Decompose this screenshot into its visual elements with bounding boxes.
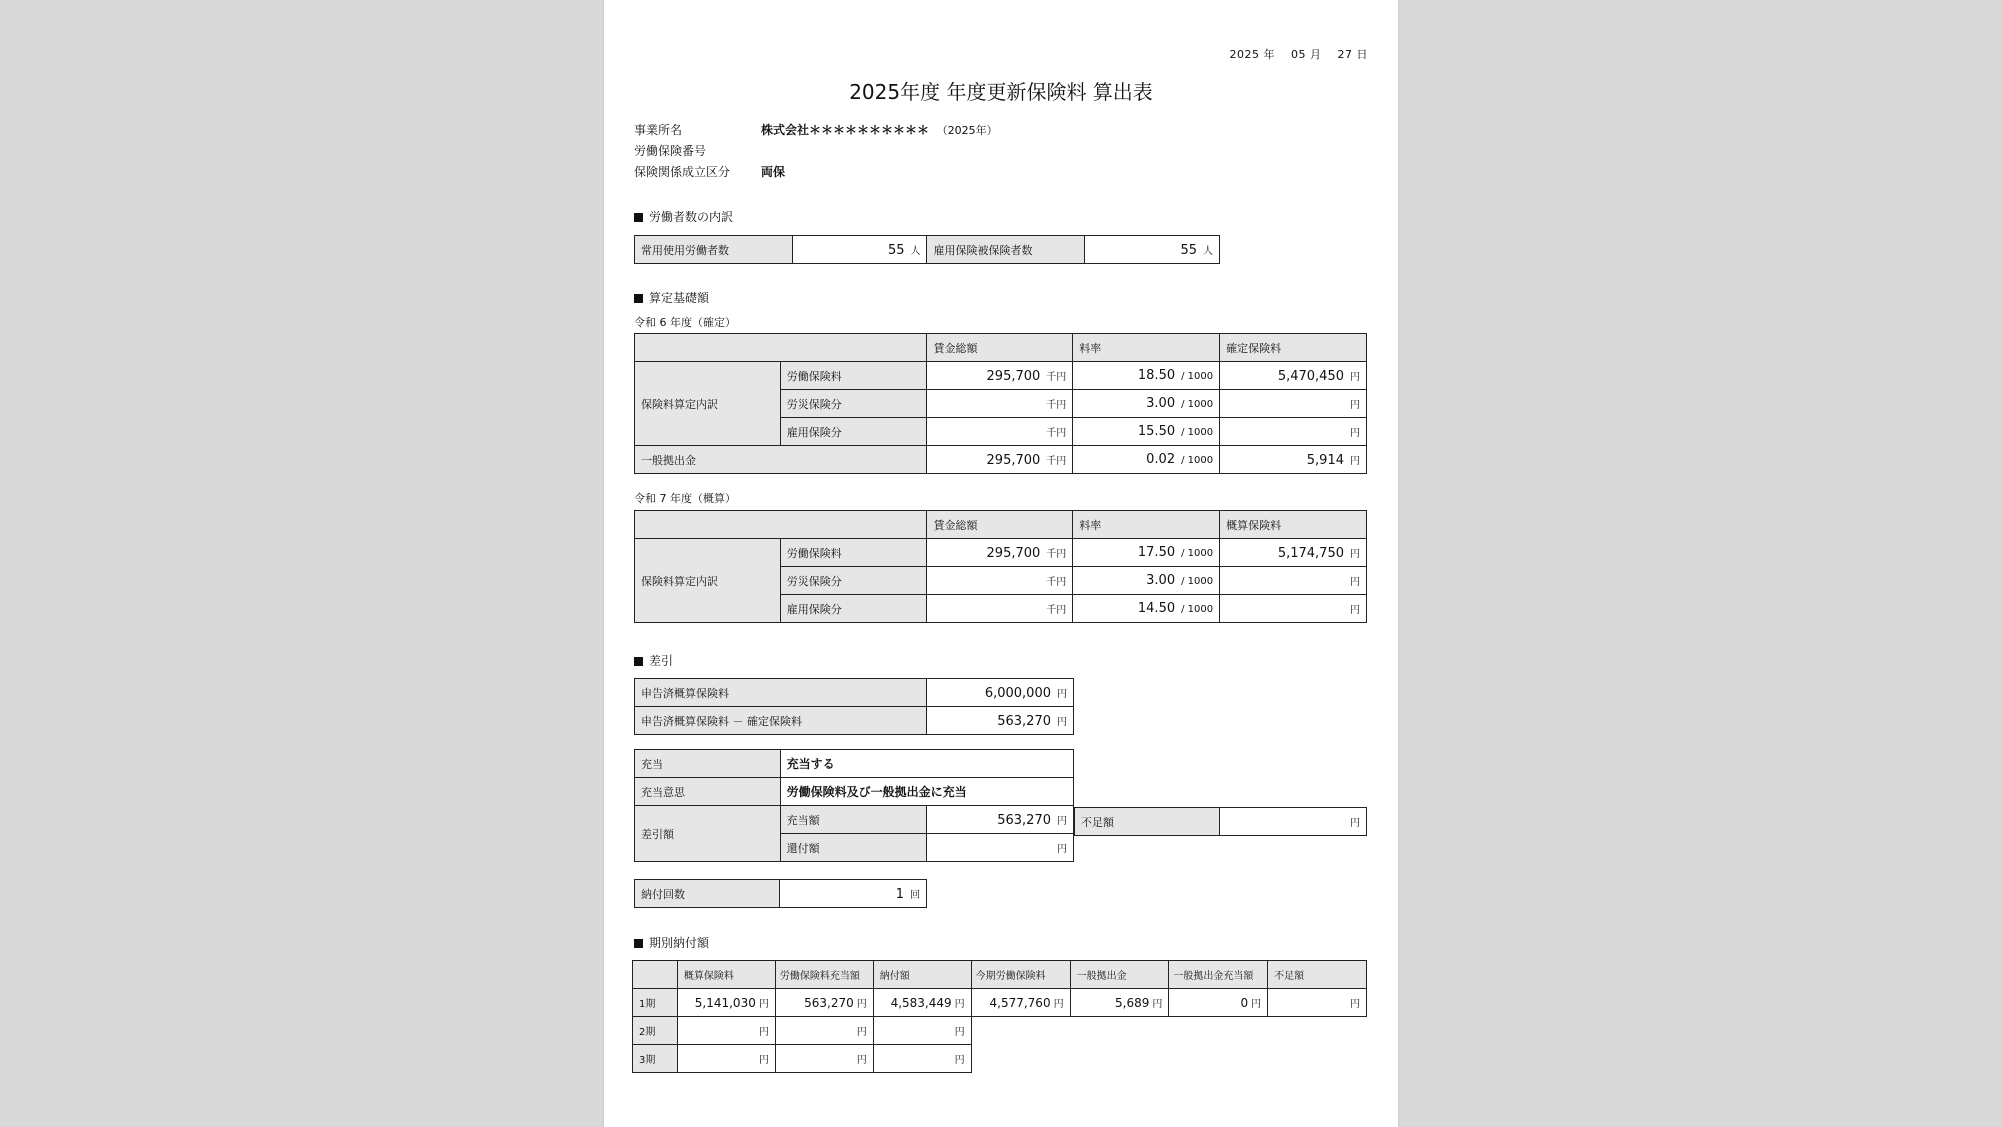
- table-cell: [1220, 446, 1367, 474]
- unit-label: 円: [954, 1026, 965, 1038]
- section-periods: [634, 934, 709, 951]
- table-row: [633, 1045, 1367, 1073]
- table-cell: [775, 989, 873, 1017]
- insurance-number-row: [634, 142, 761, 159]
- table-cell: 充当意思: [635, 778, 781, 806]
- r6-table: [634, 333, 1367, 474]
- regular-workers-label: 常用使用労働者数: [635, 236, 793, 264]
- section-workers: [634, 208, 733, 225]
- page-title: 2025年度 年度更新保険料 算出表: [849, 80, 1153, 104]
- table-cell: 料率: [1073, 511, 1220, 539]
- table-cell: [927, 418, 1073, 446]
- table-cell: [633, 961, 678, 989]
- unit-label: 円: [1350, 455, 1360, 467]
- office-name-value: 株式会社＊＊＊＊＊＊＊＊＊＊: [761, 123, 930, 137]
- unit-label: 円: [1350, 817, 1360, 829]
- unit-label: / 1000: [1181, 604, 1214, 615]
- table-cell: [1220, 595, 1367, 623]
- declared-premium-value: 6,000,000: [984, 685, 1051, 701]
- balance-label: 差引額: [635, 806, 781, 862]
- unit-label: 円: [1057, 815, 1067, 827]
- regular-workers-value: 55: [887, 242, 905, 258]
- unit-label: 円: [1152, 999, 1163, 1010]
- cell-text: 295,700: [986, 368, 1041, 384]
- unit-label: 千円: [1046, 371, 1067, 383]
- r7-subtitle: 令和 7 年度（概算）: [634, 492, 736, 505]
- unit-label: 円: [856, 1026, 867, 1038]
- table-cell: [873, 1017, 971, 1045]
- table-cell: 労災保険分: [780, 567, 927, 595]
- appropriation-intent-value: 労働保険料及び一般拠出金に充当: [780, 778, 1073, 806]
- table-cell: [1169, 989, 1268, 1017]
- insured-workers-value: 55: [1180, 242, 1197, 258]
- table-cell: 納付額: [873, 961, 971, 989]
- table-cell: [1073, 539, 1220, 567]
- table-cell: 1期: [633, 989, 678, 1017]
- table-cell: 納付回数: [635, 880, 780, 908]
- declared-premium-label: 申告済概算保険料: [635, 679, 927, 707]
- unit-label: / 1000: [1181, 576, 1214, 587]
- unit-label: / 1000: [1181, 455, 1214, 466]
- table-cell: 雇用保険分: [780, 595, 927, 623]
- table-cell: [971, 1017, 1366, 1045]
- square-bullet-icon: [634, 939, 643, 948]
- table-cell: [1220, 808, 1367, 836]
- unit-label: 円: [758, 1054, 769, 1066]
- unit-label: 千円: [1046, 455, 1067, 467]
- table-cell: [775, 1045, 873, 1073]
- table-cell: [1085, 236, 1220, 264]
- unit-label: 円: [1350, 999, 1360, 1010]
- cell-text: 5,914: [1306, 452, 1344, 468]
- table-cell: 賃金総額: [927, 511, 1073, 539]
- table-cell: [1268, 989, 1367, 1017]
- table-cell: 充当額: [780, 806, 927, 834]
- unit-label: / 1000: [1181, 399, 1214, 410]
- unit-label: 円: [1350, 548, 1360, 560]
- diff-table: [634, 678, 1074, 735]
- table-cell: 概算保険料: [677, 961, 775, 989]
- table-cell: [677, 1017, 775, 1045]
- unit-label: 円: [1057, 843, 1067, 855]
- cell-text: 期別納付額: [649, 936, 710, 950]
- periods-table: [632, 960, 1367, 1073]
- unit-label: 円: [1350, 371, 1360, 383]
- header-rate: 料率: [1073, 334, 1220, 362]
- table-cell: [775, 1017, 873, 1045]
- cell-text: 27: [1337, 48, 1353, 61]
- unit-label: 円: [1057, 688, 1067, 700]
- cell-text: 5,141,030: [694, 996, 756, 1010]
- unit-label: 円: [1350, 576, 1360, 588]
- table-cell: [1220, 362, 1367, 390]
- unit-label: 円: [758, 1026, 769, 1038]
- r7-table: [634, 510, 1367, 623]
- shortage-table: [1074, 807, 1367, 836]
- cell-text: 0.02: [1146, 452, 1176, 467]
- general-contribution-label: 一般拠出金: [635, 446, 927, 474]
- cell-text: 295,700: [986, 452, 1041, 468]
- r7-group-label: 保険料算定内訳: [635, 539, 781, 623]
- header-confirmed-premium: 確定保険料: [1220, 334, 1367, 362]
- table-cell: [1220, 567, 1367, 595]
- table-cell: 3期: [633, 1045, 678, 1073]
- cell-text: 17.50: [1137, 545, 1176, 560]
- unit-label: / 1000: [1181, 427, 1214, 438]
- table-cell: [1220, 539, 1367, 567]
- table-cell: [1070, 989, 1169, 1017]
- unit-label: 回: [910, 889, 920, 901]
- table-cell: [927, 679, 1074, 707]
- cell-text: 5,689: [1115, 996, 1150, 1010]
- office-name-row: [634, 121, 998, 138]
- cell-text: 算定基礎額: [649, 291, 710, 305]
- table-cell: 還付額: [780, 834, 927, 862]
- cell-text: 4,583,449: [890, 996, 952, 1010]
- appropriation-table: [634, 749, 1074, 862]
- cell-text: 15.50: [1137, 424, 1176, 439]
- unit-label: 円: [1350, 604, 1360, 616]
- cell-text: 0: [1240, 996, 1249, 1010]
- table-cell: [927, 595, 1073, 623]
- unit-label: 千円: [1046, 427, 1067, 439]
- insurance-number-label: 労働保険番号: [634, 144, 707, 158]
- table-cell: [677, 1045, 775, 1073]
- installments-table: [634, 879, 927, 908]
- cell-text: 14.50: [1137, 601, 1176, 616]
- unit-label: 円: [1350, 427, 1360, 439]
- table-cell: [927, 567, 1073, 595]
- unit-label: 千円: [1046, 604, 1067, 616]
- table-cell: [792, 236, 927, 264]
- unit-label: 円: [758, 999, 769, 1010]
- header-estimated-premium: 概算保険料: [1220, 511, 1367, 539]
- table-cell: [927, 834, 1074, 862]
- document-page: [604, 0, 1398, 1127]
- unit-label: 円: [856, 999, 867, 1010]
- cell-text: 年: [1263, 48, 1275, 61]
- unit-label: 千円: [1046, 399, 1067, 411]
- table-cell: 2期: [633, 1017, 678, 1045]
- unit-label: 人: [1203, 245, 1213, 257]
- table-cell: [873, 1045, 971, 1073]
- relation-row: [634, 163, 785, 180]
- cell-text: 月: [1310, 48, 1322, 61]
- table-cell: 不足額: [1075, 808, 1220, 836]
- table-cell: [971, 1045, 1366, 1073]
- table-cell: 労働保険料: [780, 539, 927, 567]
- table-cell: 一般拠出金: [1070, 961, 1169, 989]
- section-diff: [634, 652, 673, 669]
- cell-text: 5,470,450: [1277, 368, 1344, 384]
- unit-label: 円: [856, 1054, 867, 1066]
- insured-workers-label: 雇用保険被保険者数: [927, 236, 1085, 264]
- table-cell: 今期労働保険料: [971, 961, 1070, 989]
- appropriation-value: 充当する: [780, 750, 1073, 778]
- unit-label: 円: [954, 999, 965, 1010]
- table-cell: [1073, 446, 1220, 474]
- table-row: [633, 989, 1367, 1017]
- table-cell: [1220, 390, 1367, 418]
- table-row: [633, 1017, 1367, 1045]
- cell-text: 差引: [649, 654, 674, 668]
- unit-label: / 1000: [1181, 548, 1214, 559]
- applied-amount-value: 563,270: [997, 812, 1051, 828]
- table-cell: [677, 989, 775, 1017]
- cell-text: 563,270: [804, 996, 854, 1010]
- table-cell: 労災保険分: [780, 390, 927, 418]
- cell-text: 2025: [1229, 48, 1260, 61]
- unit-label: 人: [910, 245, 921, 257]
- unit-label: 千円: [1046, 576, 1067, 588]
- workers-table: [634, 235, 1220, 264]
- header-wage: 賃金総額: [927, 334, 1073, 362]
- unit-label: / 1000: [1181, 371, 1214, 382]
- cell-text: 5,174,750: [1277, 545, 1344, 561]
- r6-group-label: 保険料算定内訳: [635, 362, 781, 446]
- table-cell: [927, 390, 1073, 418]
- table-cell: [927, 446, 1073, 474]
- table-cell: [927, 539, 1073, 567]
- issue-date: [1230, 46, 1369, 62]
- table-cell: [635, 511, 927, 539]
- cell-text: 295,700: [986, 545, 1041, 561]
- difference-value: 563,270: [997, 713, 1051, 729]
- table-cell: [971, 989, 1070, 1017]
- table-cell: [635, 334, 927, 362]
- relation-label: 保険関係成立区分: [634, 165, 731, 179]
- table-cell: 雇用保険分: [780, 418, 927, 446]
- difference-label: 申告済概算保険料 － 確定保険料: [635, 707, 927, 735]
- unit-label: 円: [1251, 999, 1262, 1010]
- table-cell: [1073, 390, 1220, 418]
- table-cell: 不足額: [1268, 961, 1367, 989]
- cell-text: 05: [1291, 48, 1306, 61]
- table-cell: 労働保険料充当額: [775, 961, 873, 989]
- square-bullet-icon: [634, 657, 643, 666]
- installments-value: 1: [895, 886, 904, 902]
- unit-label: 千円: [1046, 548, 1067, 560]
- table-cell: [927, 806, 1074, 834]
- unit-label: 円: [1057, 716, 1067, 728]
- cell-text: 日: [1356, 48, 1368, 61]
- cell-text: 労働者数の内訳: [649, 210, 734, 224]
- table-cell: 労働保険料: [780, 362, 927, 390]
- office-name-label: 事業所名: [634, 123, 683, 137]
- table-cell: [1220, 418, 1367, 446]
- table-cell: [927, 362, 1073, 390]
- table-cell: [780, 880, 927, 908]
- table-cell: 充当: [635, 750, 781, 778]
- section-basis: [634, 289, 709, 306]
- cell-text: 3.00: [1146, 573, 1176, 588]
- square-bullet-icon: [634, 294, 643, 303]
- table-cell: [1073, 567, 1220, 595]
- table-cell: [927, 707, 1074, 735]
- square-bullet-icon: [634, 213, 643, 222]
- table-cell: [1073, 418, 1220, 446]
- table-cell: [1073, 595, 1220, 623]
- table-cell: 一般拠出金充当額: [1169, 961, 1268, 989]
- office-year: （2025年）: [936, 124, 998, 137]
- relation-value: 両保: [761, 165, 786, 179]
- cell-text: 18.50: [1137, 368, 1176, 383]
- cell-text: 3.00: [1146, 396, 1176, 411]
- table-cell: [873, 989, 971, 1017]
- r6-subtitle: 令和 6 年度（確定）: [634, 316, 736, 329]
- cell-text: 4,577,760: [989, 996, 1051, 1010]
- table-cell: [1073, 362, 1220, 390]
- unit-label: 円: [954, 1054, 965, 1066]
- unit-label: 円: [1350, 399, 1360, 411]
- unit-label: 円: [1053, 999, 1064, 1010]
